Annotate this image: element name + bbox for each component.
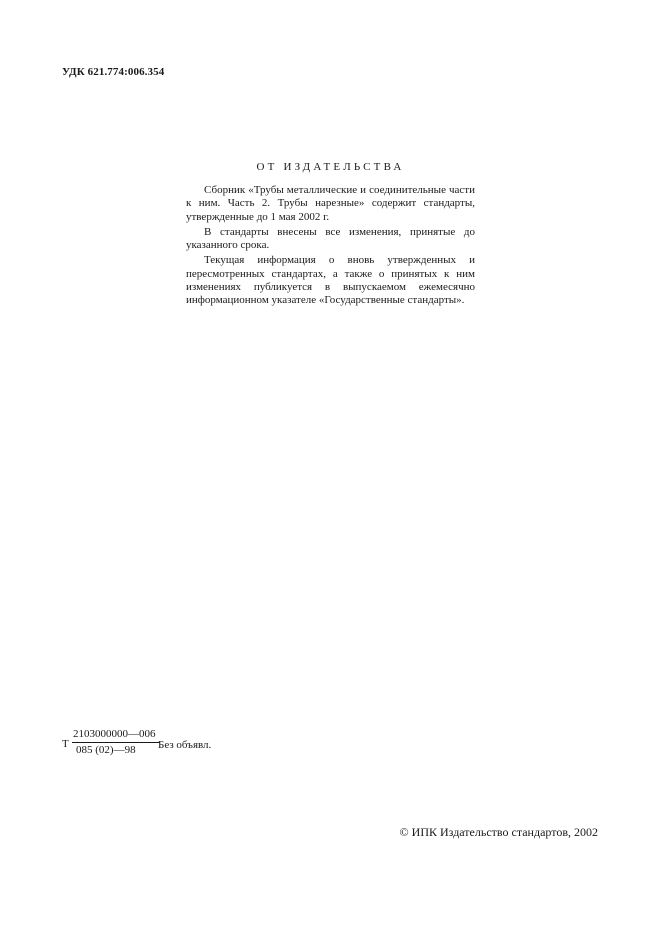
code-fraction xyxy=(72,728,160,757)
code-numerator: 2103000000—006 xyxy=(72,728,160,743)
paragraph-changes: В стандарты внесены все изменения, принятые до указанного срока. xyxy=(186,225,475,252)
code-note: Без объявл. xyxy=(158,739,212,751)
paragraph-collection: Сборник «Трубы металлические и соединительные части к ним. Часть 2. Трубы нарезные» содержит стандарты, утвержденные до 1 мая 2002 г. xyxy=(186,184,475,223)
copyright: © ИПК Издательство стандартов, 2002 xyxy=(399,825,598,839)
paragraph-info: Текущая информация о вновь утвержденных и пересмотренных стандартах, а также о принятых к ним изменениях публикуется в выпускаемом ежемесячно информационном указателе «Государственные стандарты». xyxy=(186,254,475,307)
code-denominator: 085 (02)—98 xyxy=(76,744,136,756)
code-prefix: Т xyxy=(62,738,69,750)
udk-code: УДК 621.774:006.354 xyxy=(62,66,165,78)
publisher-note xyxy=(186,184,475,310)
section-heading: ОТ ИЗДАТЕЛЬСТВА xyxy=(256,161,405,173)
